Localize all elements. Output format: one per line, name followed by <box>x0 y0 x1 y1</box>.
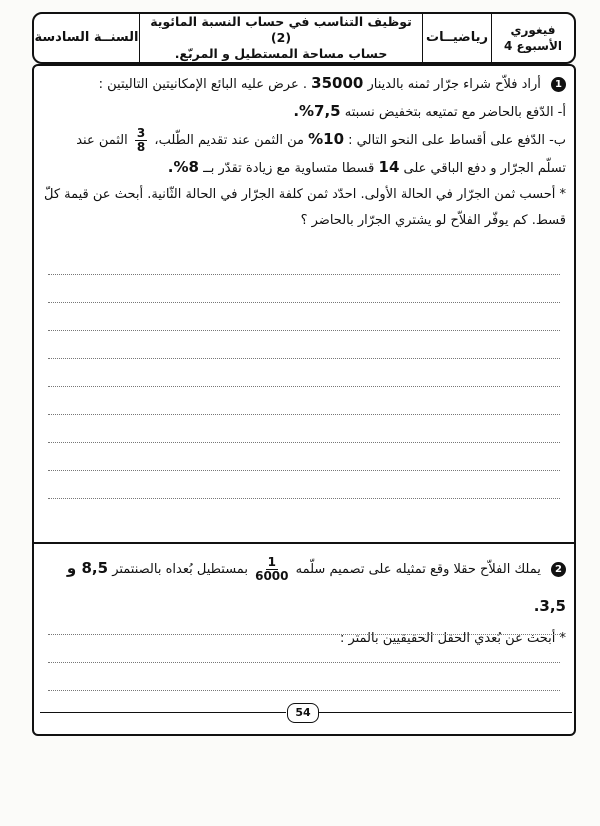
option-b-continued: تسلّم الجرّار و دفع الباقي على 14 قسطا متساوية مع زيادة تقدّر بــ 8%. <box>167 158 566 176</box>
year-label: السنــة السادسة <box>34 30 139 45</box>
exercise-number-badge: 2 <box>551 562 566 577</box>
scale-fraction: $\frac{1}{6000}$ <box>255 555 289 583</box>
rect-dimensions: 8,5 و 3,5. <box>66 559 566 615</box>
week-label: الأسبوع 4 <box>504 39 563 53</box>
subject-label: رياضيــات <box>426 30 488 45</box>
exercise-2-question: * أبحث عن بُعدي الحقل الحقيقيين بالمتر : <box>339 631 566 646</box>
exercise-separator <box>34 542 574 544</box>
increase-rate: 8%. <box>167 158 199 176</box>
price-value: 35000 <box>311 74 364 92</box>
year-cell <box>34 14 139 62</box>
option-b: ب- الدّفع على أقساط على النحو التالي : 10% من الثمن عند تقديم الطّلب، $\frac{3}{8}$ الثمن عند <box>76 126 566 154</box>
title-line-1: توظيف التناسب في حساب النسبة المائوية (2) <box>150 14 412 45</box>
brand-label: فيغوري <box>510 23 556 37</box>
exercise-number-badge: 1 <box>551 77 566 92</box>
exercise-1-question-end: قسط. كم يوفّر الفلاّح لو يشتري الجرّار بالحاضر ؟ <box>300 213 566 228</box>
exercise-1 <box>42 70 566 234</box>
subject-cell <box>422 14 491 62</box>
week-cell <box>491 14 574 62</box>
option-a: أ- الدّفع بالحاضر مع تمتيعه بتخفيض نسبته 7,5%. <box>293 102 566 120</box>
discount-rate: 7,5%. <box>293 102 341 120</box>
worksheet-header <box>32 12 576 64</box>
footer-rule-left <box>40 712 286 713</box>
fraction-three-eighths: $\frac{3}{8}$ <box>136 126 146 154</box>
answer-lines-1[interactable] <box>48 274 560 526</box>
exercise-2-statement: 2 يملك الفلاّح حقلا وقع تمثيله على تصميم سلّمه $\frac{1}{6000}$ بمستطيل بُعداه بالصنتمتر 8,5 و 3,5. <box>66 555 566 615</box>
page-number: 54 <box>287 703 319 723</box>
title-line-2: حساب مساحة المستطيل و المربّع. <box>174 46 388 61</box>
title-cell <box>139 14 422 62</box>
exercise-1-intro: 1 أراد فلاّح شراء جرّار ثمنه بالدينار 35000 . عرض عليه البائع الإمكانيتين التاليتين : <box>42 70 566 98</box>
advance-rate: 10% <box>308 130 345 148</box>
footer-rule-right <box>319 712 572 713</box>
exercise-1-question: * أحسب ثمن الجرّار في الحالة الأولى. احدّد ثمن كلفة الجرّار في الحالة الثّانية. أبحث عن قيمة كلّ <box>43 187 566 202</box>
exercises-box <box>32 64 576 736</box>
installments-count: 14 <box>378 158 400 176</box>
